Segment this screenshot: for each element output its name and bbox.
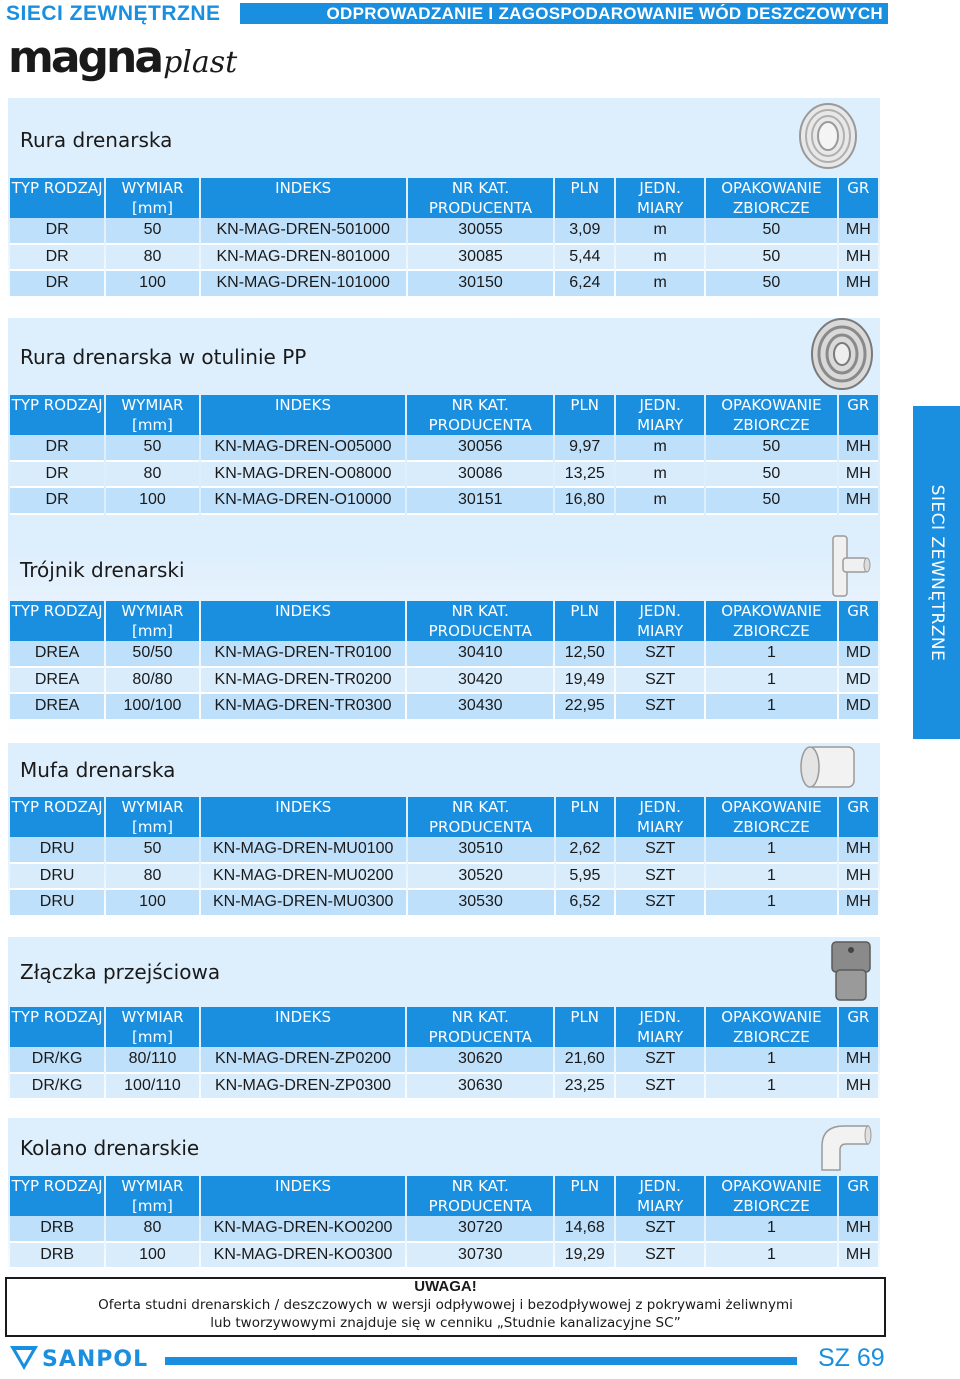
- coiled-drain-pipe-image: [796, 98, 860, 170]
- cell-typ: DREA: [10, 668, 104, 695]
- col-opak: OPAKOWANIE ZBIORCZE: [706, 395, 836, 435]
- table-row: [10, 435, 878, 462]
- cell-gr: MH: [839, 837, 878, 864]
- cell-nrkat: 30620: [407, 1047, 553, 1074]
- logo-plast-text: plast: [163, 45, 238, 80]
- col-gr: GR: [839, 1007, 878, 1047]
- table-rura-otulina: [8, 395, 880, 515]
- col-typ: TYP RODZAJ: [10, 395, 104, 435]
- cell-indeks: KN-MAG-DREN-501000: [201, 218, 406, 245]
- col-gr: GR: [839, 601, 878, 641]
- cell-indeks: KN-MAG-DREN-TR0200: [201, 668, 406, 695]
- table-row: [10, 271, 878, 298]
- cell-jedn: SZT: [616, 1047, 704, 1074]
- cell-gr: MH: [839, 890, 878, 917]
- col-indeks: INDEKS: [201, 797, 406, 837]
- table-zlaczka: [8, 1007, 880, 1100]
- table-row: [10, 864, 878, 891]
- cell-indeks: KN-MAG-DREN-TR0100: [201, 641, 406, 668]
- cell-gr: MH: [839, 218, 878, 245]
- cell-gr: MH: [839, 488, 878, 515]
- sanpol-drop-icon: [8, 1342, 40, 1374]
- col-pln: PLN: [555, 395, 614, 435]
- cell-typ: DRU: [10, 890, 104, 917]
- cell-opak: 50: [706, 245, 837, 272]
- table-header-row: [10, 1007, 878, 1047]
- col-wymiar: WYMIAR [mm]: [106, 1007, 198, 1047]
- section-title-zlaczka: Złączka przejściowa: [20, 960, 221, 984]
- cell-typ: DREA: [10, 694, 104, 721]
- table-row: [10, 641, 878, 668]
- cell-wymiar: 50: [106, 837, 199, 864]
- col-indeks: INDEKS: [201, 1176, 406, 1216]
- logo-magna-text: magna: [8, 32, 162, 83]
- cell-opak: 1: [706, 1243, 836, 1270]
- cell-indeks: KN-MAG-DREN-O10000: [201, 488, 406, 515]
- table-header-row: [10, 1176, 878, 1216]
- col-pln: PLN: [555, 178, 614, 218]
- cell-pln: 6,52: [556, 890, 615, 917]
- cell-indeks: KN-MAG-DREN-O08000: [201, 462, 406, 489]
- col-opak: OPAKOWANIE ZBIORCZE: [706, 1007, 837, 1047]
- table-header-row: [10, 601, 878, 641]
- page-number: SZ 69: [818, 1344, 885, 1372]
- section-title-trojnik: Trójnik drenarski: [20, 558, 185, 582]
- section-header-right: ODPROWADZANIE I ZAGOSPODAROWANIE WÓD DESZCZOWYCH: [240, 3, 888, 24]
- notice-box: [5, 1277, 886, 1337]
- cell-pln: 19,29: [555, 1243, 614, 1270]
- cell-jedn: m: [616, 462, 704, 489]
- cell-pln: 13,25: [555, 462, 614, 489]
- notice-line-1: Oferta studni drenarskich / deszczowych w wersji odpływowej i bezodpływowej z pokrywami żeliwnymi: [98, 1297, 793, 1313]
- cell-jedn: m: [616, 218, 704, 245]
- col-jedn: JEDN. MIARY: [616, 395, 704, 435]
- cell-indeks: KN-MAG-DREN-KO0300: [201, 1243, 406, 1270]
- cell-pln: 14,68: [555, 1216, 614, 1243]
- cell-nrkat: 30430: [407, 694, 553, 721]
- col-opak: OPAKOWANIE ZBIORCZE: [706, 601, 836, 641]
- col-jedn: JEDN. MIARY: [616, 1007, 704, 1047]
- col-wymiar: WYMIAR [mm]: [106, 395, 198, 435]
- cell-opak: 1: [706, 641, 836, 668]
- table-row: [10, 1047, 878, 1074]
- cell-pln: 19,49: [555, 668, 614, 695]
- cell-typ: DRB: [10, 1216, 104, 1243]
- cell-wymiar: 100/110: [106, 1074, 198, 1101]
- cell-opak: 1: [706, 864, 837, 891]
- cell-gr: MH: [839, 1074, 878, 1101]
- col-gr: GR: [839, 1176, 878, 1216]
- col-indeks: INDEKS: [201, 395, 406, 435]
- side-tab-sieci-zewnetrzne: [913, 406, 960, 739]
- cell-wymiar: 50: [106, 218, 199, 245]
- col-nrkat: NR KAT. PRODUCENTA: [408, 797, 554, 837]
- cell-wymiar: 100: [106, 1243, 198, 1270]
- section-title-kolano: Kolano drenarskie: [20, 1136, 200, 1160]
- cell-jedn: SZT: [616, 1074, 704, 1101]
- col-wymiar: WYMIAR [mm]: [106, 178, 199, 218]
- cell-indeks: KN-MAG-DREN-O05000: [201, 435, 406, 462]
- cell-indeks: KN-MAG-DREN-MU0200: [201, 864, 406, 891]
- cell-nrkat: 30530: [408, 890, 554, 917]
- cell-opak: 1: [706, 668, 836, 695]
- cell-nrkat: 30410: [407, 641, 553, 668]
- col-nrkat: NR KAT. PRODUCENTA: [407, 1176, 553, 1216]
- cell-opak: 50: [706, 435, 836, 462]
- cell-wymiar: 80: [106, 462, 198, 489]
- transition-coupler-image: [826, 938, 876, 1004]
- cell-nrkat: 30720: [407, 1216, 553, 1243]
- cell-indeks: KN-MAG-DREN-TR0300: [201, 694, 406, 721]
- cell-typ: DR: [10, 435, 104, 462]
- cell-nrkat: 30510: [408, 837, 554, 864]
- cell-indeks: KN-MAG-DREN-ZP0300: [201, 1074, 406, 1101]
- cell-jedn: SZT: [616, 668, 704, 695]
- cell-gr: MD: [839, 641, 878, 668]
- cell-typ: DRU: [10, 837, 104, 864]
- col-nrkat: NR KAT. PRODUCENTA: [407, 601, 553, 641]
- cell-wymiar: 80: [106, 1216, 198, 1243]
- coupling-sleeve-image: [798, 741, 864, 791]
- cell-pln: 2,62: [556, 837, 615, 864]
- cell-wymiar: 100/100: [106, 694, 198, 721]
- col-gr: GR: [839, 797, 878, 837]
- table-row: [10, 218, 878, 245]
- cell-typ: DR: [10, 245, 104, 272]
- coiled-wrapped-pipe-image: [808, 312, 876, 392]
- cell-jedn: SZT: [616, 641, 704, 668]
- cell-jedn: m: [616, 245, 704, 272]
- tee-fitting-image: [815, 532, 871, 600]
- table-row: [10, 668, 878, 695]
- cell-wymiar: 80/110: [106, 1047, 198, 1074]
- table-row: [10, 694, 878, 721]
- cell-nrkat: 30150: [408, 271, 554, 298]
- table-header-row: [10, 178, 878, 218]
- cell-opak: 50: [706, 218, 837, 245]
- col-nrkat: NR KAT. PRODUCENTA: [408, 178, 554, 218]
- cell-gr: MH: [839, 462, 878, 489]
- cell-indeks: KN-MAG-DREN-KO0200: [201, 1216, 406, 1243]
- cell-wymiar: 80/80: [106, 668, 198, 695]
- cell-opak: 1: [706, 694, 836, 721]
- col-pln: PLN: [555, 1176, 614, 1216]
- table-row: [10, 245, 878, 272]
- col-typ: TYP RODZAJ: [10, 1176, 104, 1216]
- cell-nrkat: 30085: [408, 245, 554, 272]
- cell-jedn: SZT: [616, 864, 704, 891]
- cell-jedn: m: [616, 435, 704, 462]
- elbow-fitting-image: [814, 1116, 872, 1174]
- cell-indeks: KN-MAG-DREN-MU0100: [201, 837, 406, 864]
- cell-wymiar: 100: [106, 488, 198, 515]
- col-indeks: INDEKS: [201, 601, 406, 641]
- cell-opak: 1: [706, 837, 837, 864]
- table-mufa: [8, 797, 880, 917]
- cell-nrkat: 30730: [407, 1243, 553, 1270]
- col-opak: OPAKOWANIE ZBIORCZE: [706, 1176, 836, 1216]
- cell-gr: MH: [839, 1216, 878, 1243]
- cell-indeks: KN-MAG-DREN-MU0300: [201, 890, 406, 917]
- col-nrkat: NR KAT. PRODUCENTA: [407, 395, 553, 435]
- table-row: [10, 1216, 878, 1243]
- cell-gr: MD: [839, 694, 878, 721]
- cell-pln: 9,97: [555, 435, 614, 462]
- cell-typ: DR: [10, 462, 104, 489]
- cell-wymiar: 50: [106, 435, 198, 462]
- cell-nrkat: 30055: [408, 218, 554, 245]
- cell-indeks: KN-MAG-DREN-801000: [201, 245, 406, 272]
- table-row: [10, 462, 878, 489]
- cell-pln: 5,44: [555, 245, 614, 272]
- cell-jedn: SZT: [616, 1243, 704, 1270]
- col-gr: GR: [839, 395, 878, 435]
- col-pln: PLN: [556, 797, 615, 837]
- cell-jedn: m: [616, 488, 704, 515]
- cell-jedn: SZT: [616, 1216, 704, 1243]
- cell-nrkat: 30630: [407, 1074, 553, 1101]
- table-row: [10, 488, 878, 515]
- cell-jedn: SZT: [616, 837, 704, 864]
- cell-gr: MH: [839, 245, 878, 272]
- cell-opak: 50: [706, 271, 837, 298]
- cell-pln: 21,60: [555, 1047, 614, 1074]
- section-header-left: SIECI ZEWNĘTRZNE: [6, 2, 221, 25]
- col-jedn: JEDN. MIARY: [616, 601, 704, 641]
- cell-pln: 5,95: [556, 864, 615, 891]
- table-header-row: [10, 395, 878, 435]
- cell-nrkat: 30086: [407, 462, 553, 489]
- notice-line-2: lub tworzywowymi znajduje się w cenniku „Studnie kanalizacyjne SC”: [210, 1315, 681, 1331]
- table-row: [10, 1243, 878, 1270]
- cell-pln: 12,50: [555, 641, 614, 668]
- cell-pln: 3,09: [555, 218, 614, 245]
- col-typ: TYP RODZAJ: [10, 601, 104, 641]
- cell-nrkat: 30056: [407, 435, 553, 462]
- col-jedn: JEDN. MIARY: [616, 1176, 704, 1216]
- cell-gr: MH: [839, 435, 878, 462]
- col-pln: PLN: [555, 601, 614, 641]
- cell-pln: 23,25: [555, 1074, 614, 1101]
- cell-opak: 1: [706, 890, 837, 917]
- col-jedn: JEDN. MIARY: [616, 178, 704, 218]
- cell-pln: 6,24: [555, 271, 614, 298]
- cell-wymiar: 100: [106, 271, 199, 298]
- cell-wymiar: 100: [106, 890, 199, 917]
- col-nrkat: NR KAT. PRODUCENTA: [407, 1007, 553, 1047]
- side-tab-label: SIECI ZEWNĘTRZNE: [926, 484, 947, 661]
- table-header-row: [10, 797, 878, 837]
- col-indeks: INDEKS: [201, 1007, 406, 1047]
- cell-nrkat: 30520: [408, 864, 554, 891]
- cell-typ: DRU: [10, 864, 104, 891]
- magnaplast-logo: [8, 32, 237, 84]
- cell-wymiar: 80: [106, 864, 199, 891]
- cell-opak: 1: [706, 1216, 836, 1243]
- cell-pln: 16,80: [555, 488, 614, 515]
- col-pln: PLN: [555, 1007, 614, 1047]
- section-title-rura-drenarska: Rura drenarska: [20, 128, 173, 152]
- notice-title: UWAGA!: [414, 1278, 477, 1295]
- cell-typ: DR/KG: [10, 1047, 104, 1074]
- cell-typ: DREA: [10, 641, 104, 668]
- cell-gr: MD: [839, 668, 878, 695]
- col-typ: TYP RODZAJ: [10, 1007, 104, 1047]
- col-typ: TYP RODZAJ: [10, 797, 104, 837]
- table-trojnik: [8, 601, 880, 721]
- cell-typ: DR/KG: [10, 1074, 104, 1101]
- cell-opak: 50: [706, 462, 836, 489]
- table-row: [10, 890, 878, 917]
- section-title-mufa: Mufa drenarska: [20, 758, 176, 782]
- cell-gr: MH: [839, 864, 878, 891]
- footer-brand: SANPOL: [42, 1347, 149, 1372]
- section-title-rura-otulina: Rura drenarska w otulinie PP: [20, 345, 307, 369]
- cell-indeks: KN-MAG-DREN-101000: [201, 271, 406, 298]
- table-row: [10, 837, 878, 864]
- cell-jedn: m: [616, 271, 704, 298]
- cell-gr: MH: [839, 271, 878, 298]
- cell-opak: 50: [706, 488, 836, 515]
- col-jedn: JEDN. MIARY: [616, 797, 704, 837]
- cell-pln: 22,95: [555, 694, 614, 721]
- cell-typ: DR: [10, 218, 104, 245]
- footer-divider: [165, 1357, 797, 1365]
- cell-nrkat: 30420: [407, 668, 553, 695]
- col-wymiar: WYMIAR [mm]: [106, 797, 199, 837]
- cell-opak: 1: [706, 1047, 837, 1074]
- col-wymiar: WYMIAR [mm]: [106, 601, 198, 641]
- cell-jedn: SZT: [616, 694, 704, 721]
- cell-wymiar: 80: [106, 245, 199, 272]
- col-opak: OPAKOWANIE ZBIORCZE: [706, 797, 837, 837]
- cell-indeks: KN-MAG-DREN-ZP0200: [201, 1047, 406, 1074]
- col-opak: OPAKOWANIE ZBIORCZE: [706, 178, 837, 218]
- cell-wymiar: 50/50: [106, 641, 198, 668]
- table-row: [10, 1074, 878, 1101]
- cell-nrkat: 30151: [407, 488, 553, 515]
- cell-jedn: SZT: [616, 890, 704, 917]
- cell-typ: DRB: [10, 1243, 104, 1270]
- table-kolano: [8, 1176, 880, 1269]
- cell-gr: MH: [839, 1047, 878, 1074]
- col-wymiar: WYMIAR [mm]: [106, 1176, 198, 1216]
- col-typ: TYP RODZAJ: [10, 178, 104, 218]
- cell-gr: MH: [839, 1243, 878, 1270]
- col-gr: GR: [839, 178, 878, 218]
- cell-opak: 1: [706, 1074, 837, 1101]
- table-rura-drenarska: [8, 178, 880, 298]
- col-indeks: INDEKS: [201, 178, 406, 218]
- cell-typ: DR: [10, 271, 104, 298]
- cell-typ: DR: [10, 488, 104, 515]
